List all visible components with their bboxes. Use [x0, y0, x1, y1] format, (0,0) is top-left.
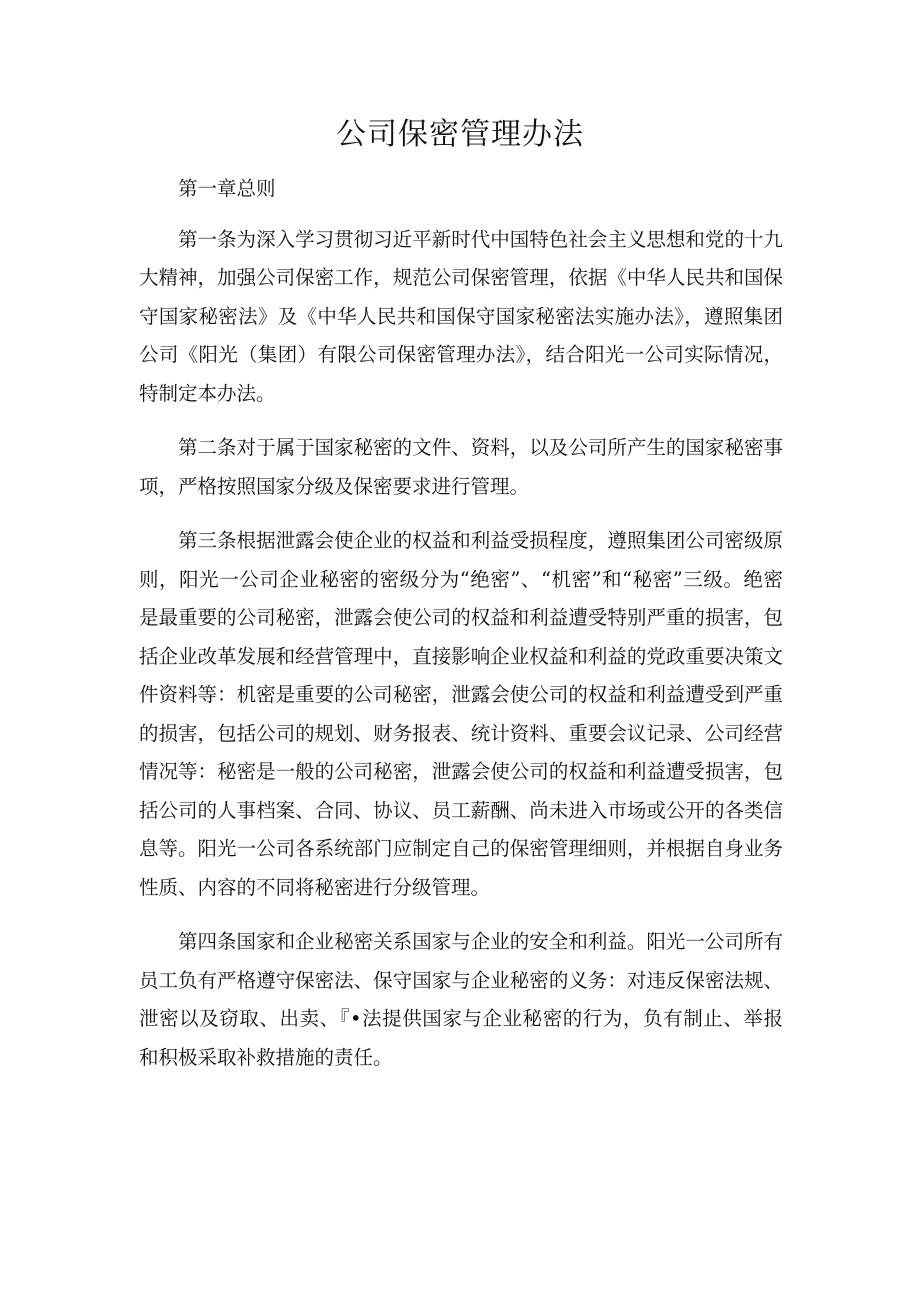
document-body	[139, 170, 783, 1093]
chapter-heading: 第一章总则	[178, 177, 276, 200]
article-paragraph-3: 第三条根据泄露会使企业的权益和利益受损程度，遵照集团公司密级原则，阳光一公司企业秘密的密级分为“绝密”、“机密”和“秘密”三级。绝密是最重要的公司秘密，泄露会使公司的权益和利益遭受特别严重的损害，包括企业改革发展和经营管理中，直接影响企业权益和利益的党政重要决策文件资料等：机密是重要的公司秘密，泄露会使公司的权益和利益遭受到严重的损害，包括公司的规划、财务报表、统计资料、重要会议记录、公司经营情况等：秘密是一般的公司秘密，泄露会使公司的权益和利益遭受损害，包括公司的人事档案、合同、协议、员工薪酬、尚未进入市场或公开的各类信息等。阳光一公司各系统部门应制定自己的保密管理细则，并根据自身业务性质、内容的不同将秘密进行分级管理。	[139, 529, 783, 899]
article-paragraph-2: 第二条对于属于国家秘密的文件、资料，以及公司所产生的国家秘密事项，严格按照国家分级及保密要求进行管理。	[139, 436, 783, 498]
document-title: 公司保密管理办法	[336, 117, 584, 152]
article-paragraph-1: 第一条为深入学习贯彻习近平新时代中国特色社会主义思想和党的十九大精神，加强公司保密工作，规范公司保密管理，依据《中华人民共和国保守国家秘密法》及《中华人民共和国保守国家秘密法实施办法》，遵照集团公司《阳光（集团）有限公司保密管理办法》，结合阳光一公司实际情况，特制定本办法。	[139, 227, 783, 405]
article-paragraph-4: 第四条国家和企业秘密关系国家与企业的安全和利益。阳光一公司所有员工负有严格遵守保密法、保守国家与企业秘密的义务：对违反保密法规、泄密以及窃取、出卖、『•法提供国家与企业秘密的行为，负有制止、举报和积极采取补救措施的责任。	[139, 930, 783, 1069]
